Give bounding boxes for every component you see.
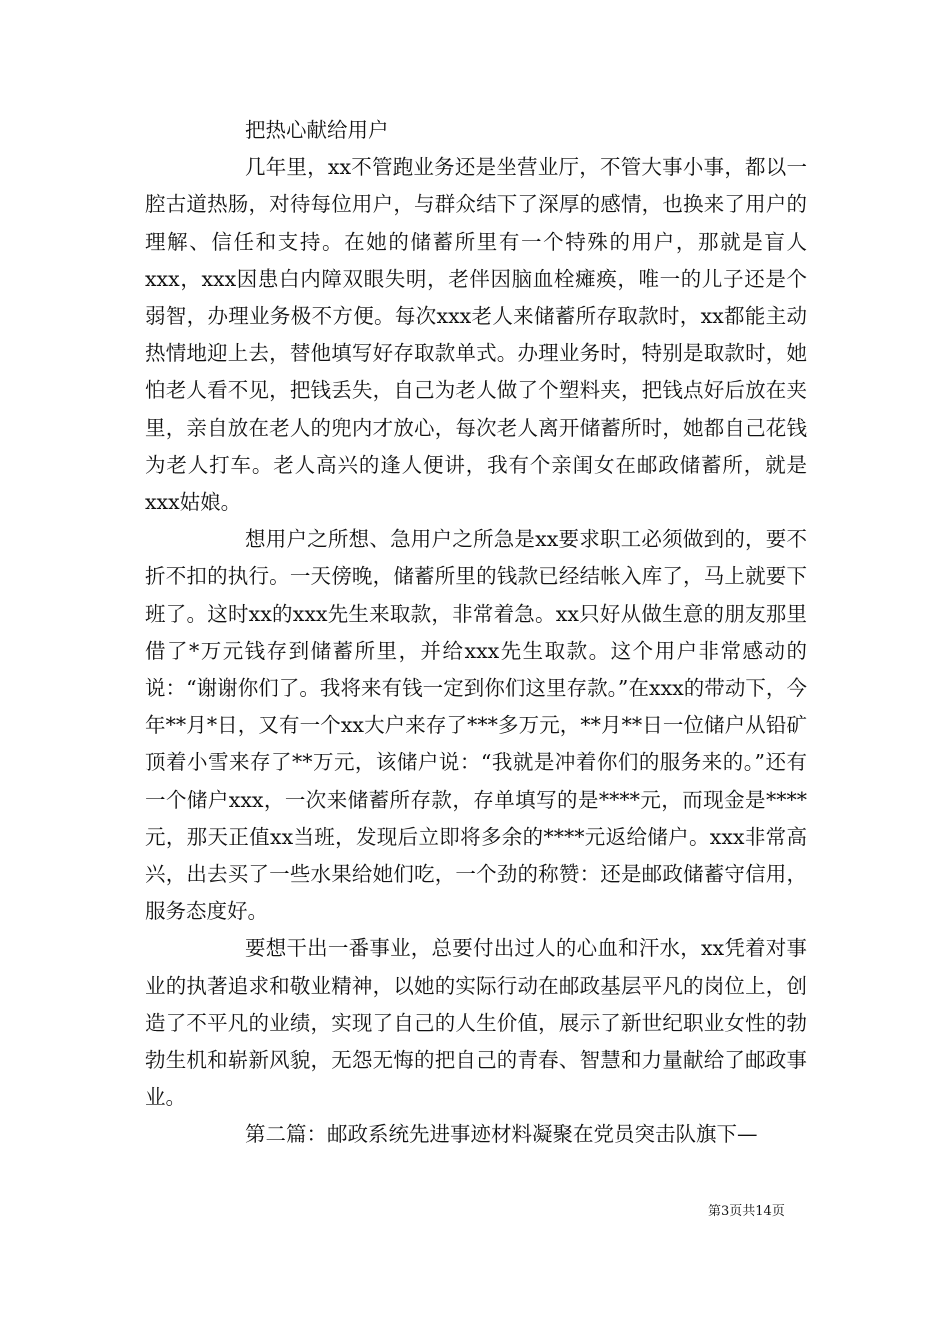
document-body [145, 112, 807, 1154]
paragraph-urgent-service: 想用户之所想、急用户之所急是xx要求职工必须做到的，要不折不扣的执行。一天傍晚，储蓄所里的钱款已经结帐入库了，马上就要下班了。这时xx的xxx先生来取款，非常着急。xx只好从做生意的朋友那里借了*万元钱存到储蓄所里，并给xxx先生取款。这个用户非常感动的说：“谢谢你们了。我将来有钱一定到你们这里存款。”在xxx的带动下，今年**月*日，又有一个xx大户来存了***多万元，**月**日一位储户从铅矿顶着小雪来存了**万元，该储户说：“我就是冲着你们的服务来的。”还有一个储户xxx，一次来储蓄所存款，存单填写的是****元，而现金是****元，那天正值xx当班，发现后立即将多余的****元返给储户。xxx非常高兴，出去买了一些水果给她们吃，一个劲的称赞：还是邮政储蓄守信用，服务态度好。 [145, 527, 807, 924]
paragraph-dedication: 要想干出一番事业，总要付出过人的心血和汗水，xx凭着对事业的执著追求和敬业精神，以她的实际行动在邮政基层平凡的岗位上，创造了不平凡的业绩，实现了自己的人生价值，展示了新世纪职业女性的勃勃生机和崭新风貌，无怨无悔的把自己的青春、智慧和力量献给了邮政事业。 [145, 936, 807, 1110]
paragraph-user-care: 几年里，xx不管跑业务还是坐营业厅，不管大事小事，都以一腔古道热肠，对待每位用户，与群众结下了深厚的感情，也换来了用户的理解、信任和支持。在她的储蓄所里有一个特殊的用户，那就是盲人xxx，xxx因患白内障双眼失明，老伴因脑血栓瘫痪，唯一的儿子还是个弱智，办理业务极不方便。每次xxx老人来储蓄所存取款时，xx都能主动热情地迎上去，替他填写好存取款单式。办理业务时，特别是取款时，她怕老人看不见，把钱丢失，自己为老人做了个塑料夹，把钱点好后放在夹里，亲自放在老人的兜内才放心，每次老人离开储蓄所时，她都自己花钱为老人打车。老人高兴的逢人便讲，我有个亲闺女在邮政储蓄所，就是xxx姑娘。 [145, 155, 807, 515]
page-number-footer: 第3页共14页 [708, 1204, 785, 1219]
paragraph-next-article-title: 第二篇：邮政系统先进事迹材料凝聚在党员突击队旗下— [245, 1122, 758, 1147]
section-heading: 把热心献给用户 [245, 118, 389, 142]
